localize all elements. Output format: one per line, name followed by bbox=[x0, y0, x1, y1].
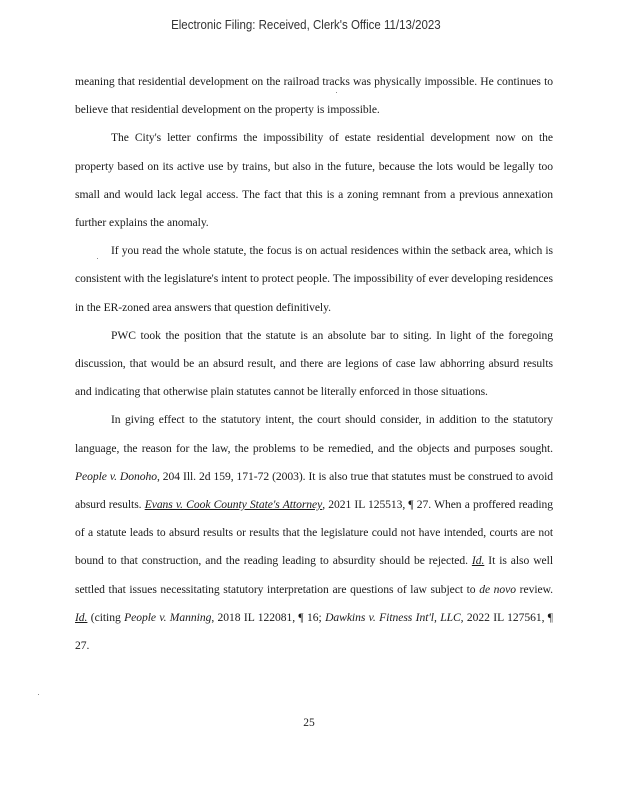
text-run: In giving effect to the statutory intent, the court should consider, in addition to the statutory language, the reason for the law, the problems to be remedied, and the objects and purposes sought. bbox=[75, 413, 553, 455]
text-run: , 2018 IL 122081, ¶ 16; bbox=[211, 610, 326, 624]
scan-speck bbox=[336, 92, 337, 93]
text-run: , 204 Ill. 2d 159, 171-72 (2003). It is also true that statutes must be construed to avoid absurd results. bbox=[75, 469, 553, 512]
scan-speck bbox=[97, 258, 98, 259]
filing-stamp: Electronic Filing: Received, Clerk's Office 11/13/2023 bbox=[171, 18, 441, 32]
scan-speck bbox=[38, 694, 39, 695]
text-run: , 2021 IL 125513, ¶ 27. When a proffered reading of a statute leads to absurd results or results that the legislature could not have intended, courts are not bound to that construction, and the reading leading to absurdity should be rejected. bbox=[75, 498, 553, 568]
paragraph-2: The City's letter confirms the impossibility of estate residential development now on the property based on its active use by trains, but also in the future, because the lots would be legally too small and would lack legal access. The fact that this is a zoning remnant from a previous annexation further explains the anomaly. bbox=[75, 131, 553, 230]
id-citation: Id. bbox=[75, 610, 88, 624]
case-citation: Evans v. Cook County State's Attorney bbox=[144, 498, 323, 512]
text-run: It is also well settled that issues necessitating statutory interpretation are questions of law subject to bbox=[75, 554, 553, 596]
page-number: 25 bbox=[303, 717, 315, 729]
paragraph-1: meaning that residential development on the railroad tracks was physically impossible. He continues to believe that residential development on the property is impossible. bbox=[75, 75, 553, 117]
paragraph-4: PWC took the position that the statute is an absolute bar to siting. In light of the foregoing discussion, that would be an absurd result, and there are legions of case law abhorring absurd results and indicating that otherwise plain statutes cannot be literally enforced in those situations. bbox=[75, 328, 553, 399]
case-citation: Dawkins v. Fitness Int'l, LLC, bbox=[325, 610, 464, 624]
body-text bbox=[75, 68, 553, 660]
text-run: review. bbox=[516, 582, 554, 596]
id-citation: Id. bbox=[471, 554, 485, 568]
case-citation: People v. Manning bbox=[124, 610, 212, 624]
latin-term: de novo bbox=[479, 582, 517, 596]
paragraph-5 bbox=[75, 406, 553, 660]
text-run: (citing bbox=[87, 610, 125, 624]
case-citation: People v. Donoho bbox=[75, 469, 157, 483]
paragraph-3: If you read the whole statute, the focus is on actual residences within the setback area, which is consistent with the legislature's intent to protect people. The impossibility of ever developing residences in the ER-zoned area answers that question definitively. bbox=[75, 244, 553, 314]
text-run: 2022 IL 127561, ¶ 27. bbox=[75, 610, 553, 653]
